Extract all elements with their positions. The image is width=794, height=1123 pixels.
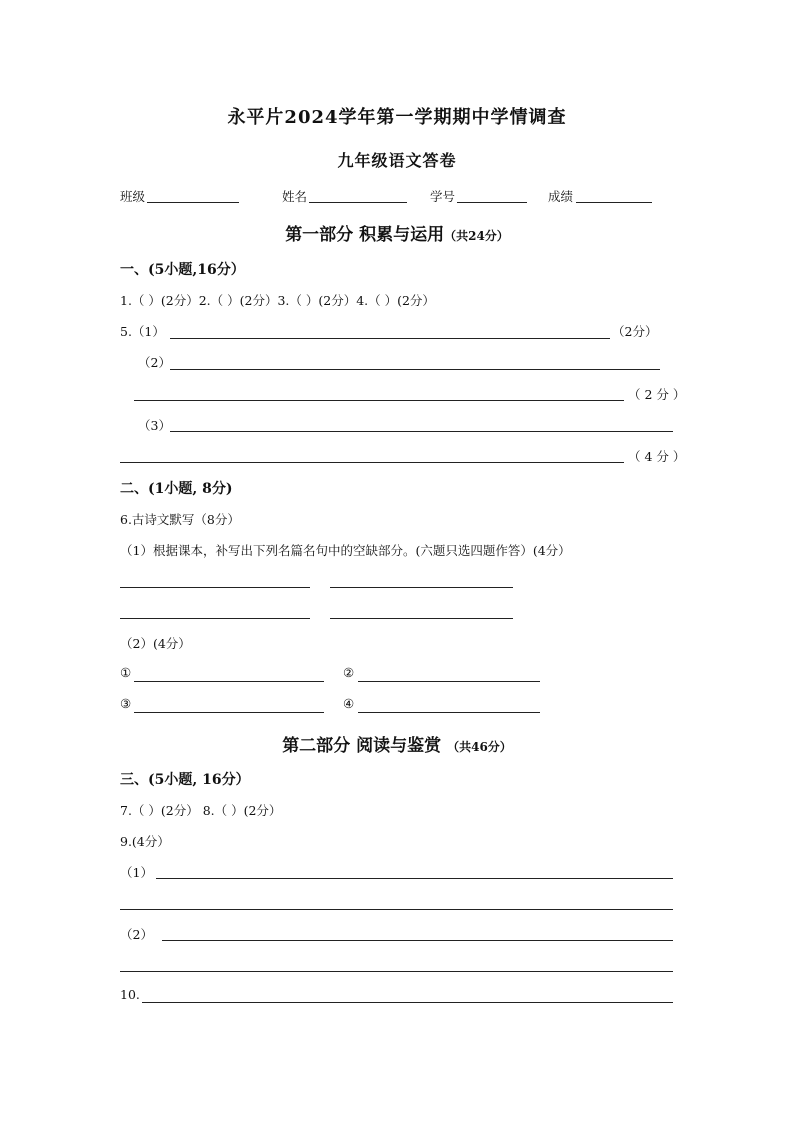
q6-label: 6.古诗文默写（8分）: [120, 512, 240, 527]
name-field[interactable]: [309, 202, 407, 203]
q1-4-line: 1.（ ）(2分）2.（ ）(2分）3.（ ）(2分）4.（ ）(2分）: [120, 293, 435, 308]
score-label: 成绩: [548, 189, 574, 204]
q5-3-label: （3）: [138, 418, 171, 433]
q5-2-label: （2）: [138, 355, 171, 370]
q6-1-blank-3[interactable]: [120, 618, 310, 619]
q7-8-line: 7.（ ）(2分） 8.（ ）(2分）: [120, 803, 282, 818]
part2-title: 第二部分 阅读与鉴赏: [282, 736, 442, 756]
q6-2-blank-1[interactable]: [134, 681, 324, 682]
q10-label: 10.: [120, 987, 140, 1002]
q6-2-blank-2[interactable]: [358, 681, 540, 682]
q6-1-blank-4[interactable]: [330, 618, 513, 619]
part1-heading: [0, 220, 794, 245]
circle-label-3: ③: [120, 696, 132, 711]
name-label: 姓名: [282, 189, 308, 204]
section2-heading: 二、(1小题, 8分): [120, 481, 233, 497]
student-no-field[interactable]: [457, 202, 527, 203]
q5-1-points: （2分）: [612, 324, 658, 339]
class-label: 班级: [120, 189, 146, 204]
q9-2-label: （2）: [120, 927, 153, 942]
q6-2-blank-3[interactable]: [134, 712, 324, 713]
q5-1-answer-line[interactable]: [170, 338, 610, 339]
q9-2-answer-line-1[interactable]: [162, 940, 673, 941]
q6-2-blank-4[interactable]: [358, 712, 540, 713]
q5-label: 5.（1）: [120, 324, 165, 339]
q5-3-answer-line-2[interactable]: [120, 462, 624, 463]
q5-3-answer-line-1[interactable]: [170, 431, 673, 432]
q9-label: 9.(4分）: [120, 834, 170, 849]
class-field[interactable]: [147, 202, 239, 203]
q9-1-answer-line-2[interactable]: [120, 909, 673, 910]
section1-heading: 一、(5小题,16分）: [120, 262, 245, 278]
q6-2-label: （2）(4分）: [120, 636, 191, 651]
circle-label-2: ②: [343, 665, 355, 680]
circle-label-4: ④: [343, 696, 355, 711]
part2-note: （共46分）: [447, 740, 512, 754]
score-field[interactable]: [576, 202, 652, 203]
q6-1-instruction: （1）根据课本，补写出下列名篇名句中的空缺部分。(六题只选四题作答）(4分）: [120, 543, 571, 558]
part2-heading: [0, 731, 794, 756]
q9-1-label: （1）: [120, 865, 153, 880]
page-subtitle: 九年级语文答卷: [337, 151, 457, 170]
q6-1-blank-2[interactable]: [330, 587, 513, 588]
circle-label-1: ①: [120, 665, 132, 680]
q5-2-answer-line-2[interactable]: [134, 400, 624, 401]
part1-note: （共24分）: [444, 229, 509, 243]
q5-2-answer-line-1[interactable]: [170, 369, 660, 370]
part1-title: 第一部分 积累与运用: [285, 225, 445, 245]
q9-2-answer-line-2[interactable]: [120, 971, 673, 972]
q9-1-answer-line-1[interactable]: [156, 878, 673, 879]
q10-answer-line[interactable]: [142, 1002, 673, 1003]
q6-1-blank-1[interactable]: [120, 587, 310, 588]
q5-3-points: （ 4 分 ）: [628, 449, 686, 464]
page-title: 永平片2024学年第一学期期中学情调查: [227, 107, 567, 128]
student-no-label: 学号: [430, 189, 456, 204]
section3-heading: 三、(5小题, 16分）: [120, 772, 250, 788]
q5-2-points: （ 2 分 ）: [628, 387, 686, 402]
